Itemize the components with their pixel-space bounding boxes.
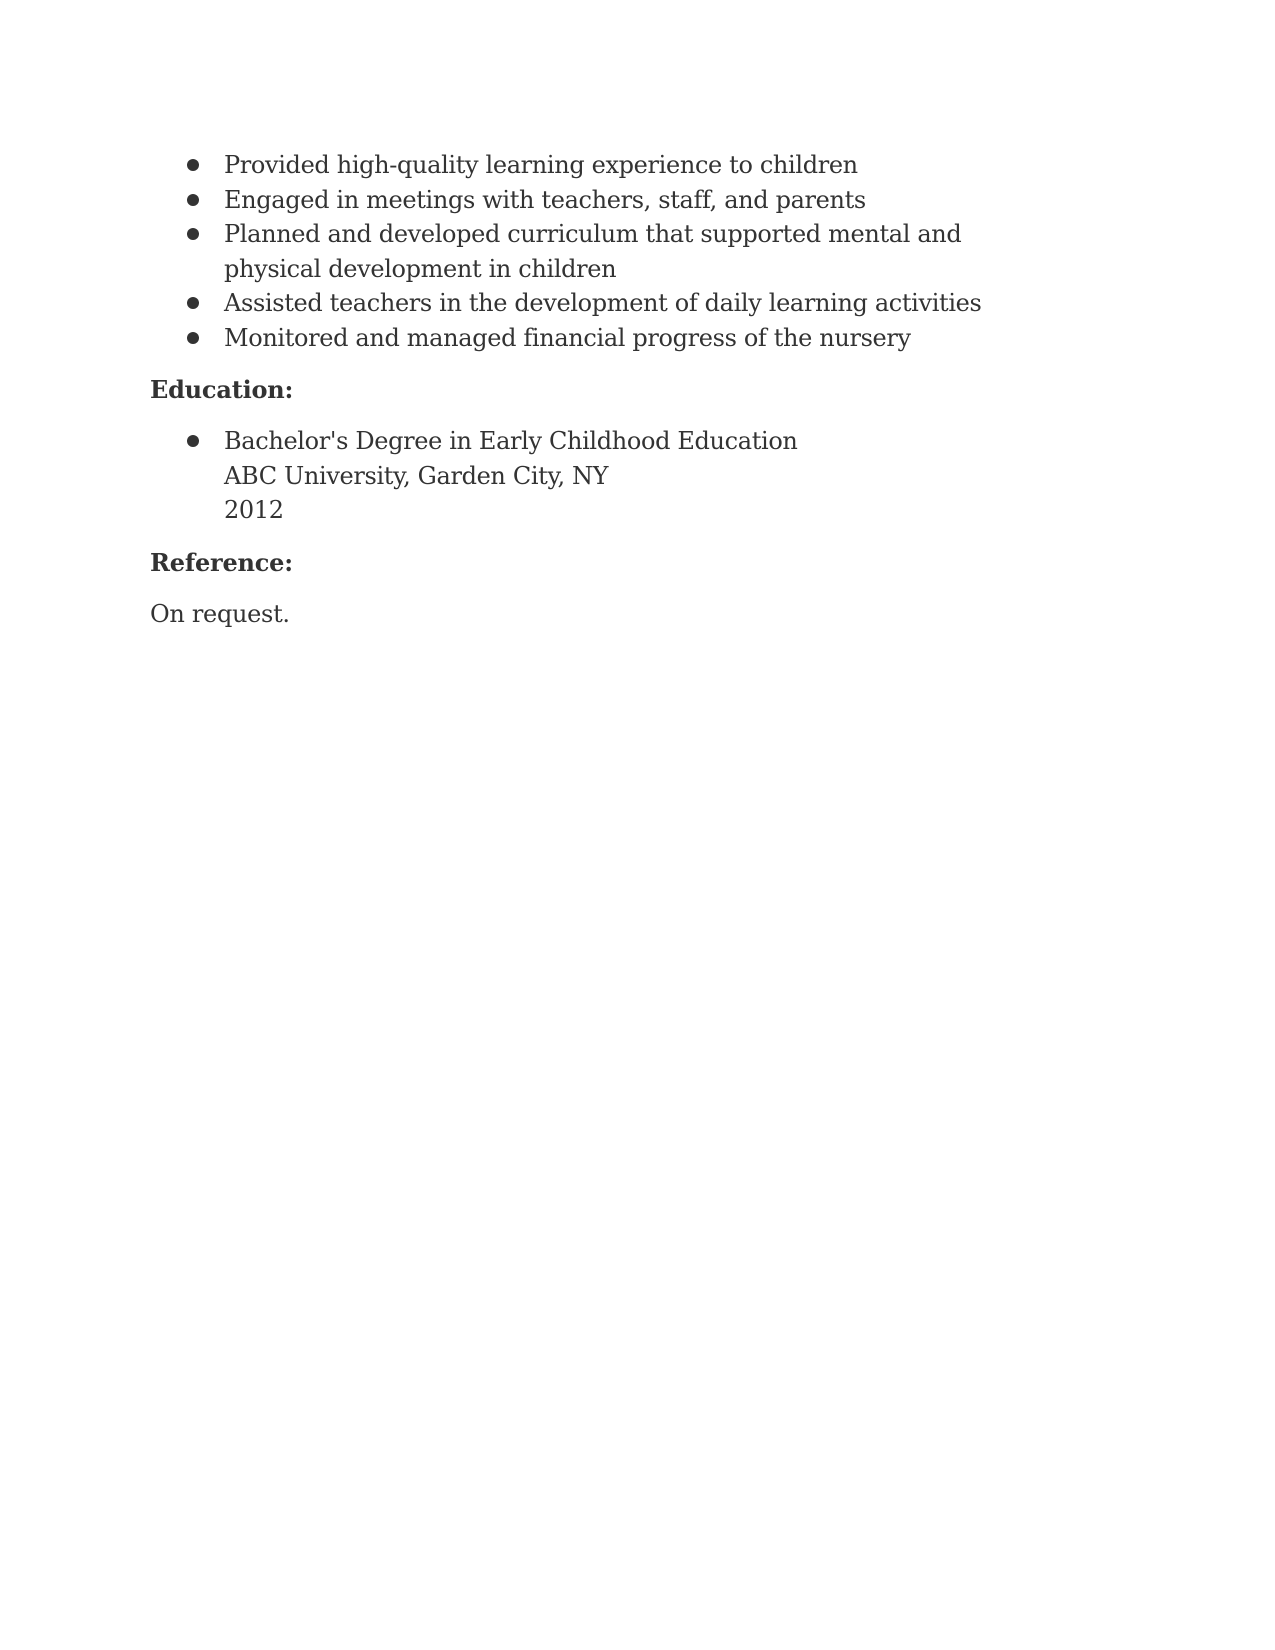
list-item	[150, 424, 1050, 528]
page-content	[150, 148, 1050, 631]
reference-heading: Reference:	[150, 547, 293, 577]
responsibility-text: Engaged in meetings with teachers, staff, and parents	[224, 185, 866, 214]
list-item	[150, 183, 1050, 218]
bullet-icon	[187, 332, 199, 344]
education-heading: Education:	[150, 375, 294, 404]
degree-text: Bachelor's Degree in Early Childhood Education	[224, 427, 798, 455]
reference-text: On request.	[150, 599, 290, 628]
bullet-icon	[187, 228, 199, 240]
education-list	[150, 424, 1050, 528]
bullet-icon	[187, 159, 199, 171]
bullet-icon	[187, 194, 199, 206]
bullet-icon	[187, 435, 199, 447]
list-item	[150, 286, 1050, 321]
graduation-year: 2012	[224, 496, 284, 524]
responsibility-text: Provided high-quality learning experience to children	[224, 151, 858, 179]
list-item	[150, 217, 1050, 286]
bullet-icon	[187, 297, 199, 309]
list-item	[150, 321, 1050, 356]
responsibility-text: Assisted teachers in the development of daily learning activities	[224, 289, 982, 317]
school-text: ABC University, Garden City, NY	[224, 461, 609, 490]
list-item	[150, 148, 1050, 183]
responsibility-text: Monitored and managed financial progress of the nursery	[224, 323, 911, 352]
responsibilities-list	[150, 148, 1050, 355]
responsibility-text: Planned and developed curriculum that supported mental and physical development in children	[224, 220, 962, 283]
